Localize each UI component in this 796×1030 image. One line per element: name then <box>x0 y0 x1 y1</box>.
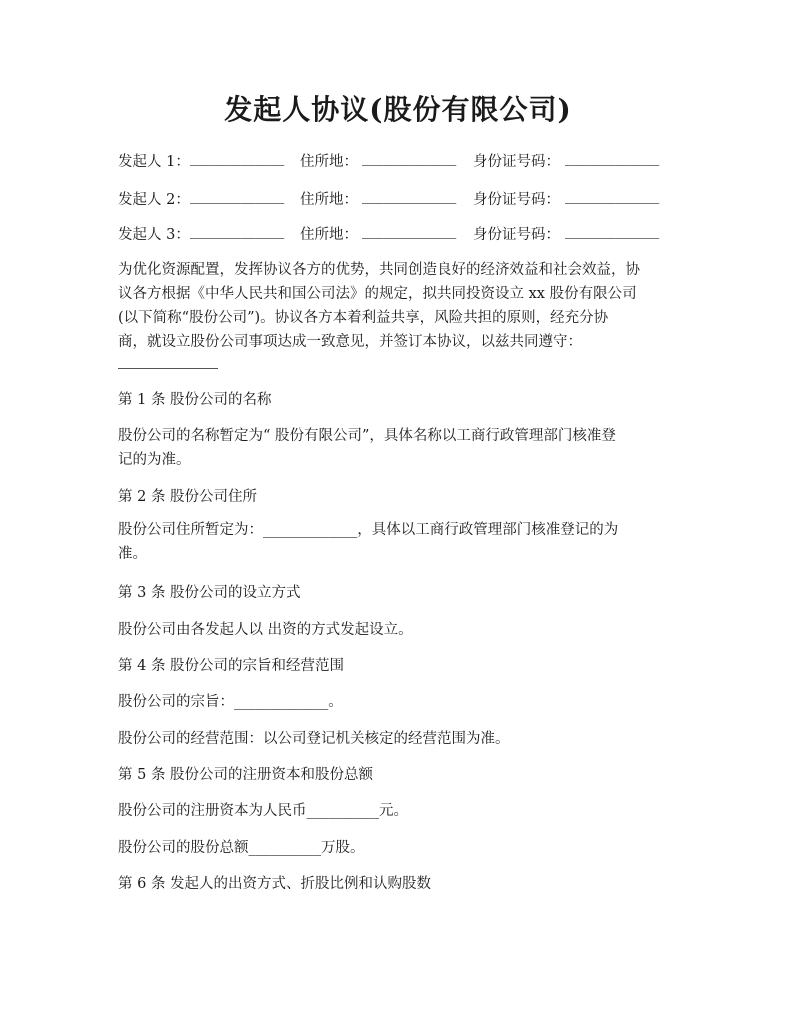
shares-blank: __________ <box>248 840 321 856</box>
address-blank: _____________ <box>362 188 457 204</box>
address-text: 股份公司住所暂定为： <box>118 522 263 538</box>
article-1-line: 记的为准。 <box>118 452 191 468</box>
intro-line: 商，就设立股份公司事项达成一致意见，并签订本协议，以兹共同遵守： <box>118 334 582 350</box>
id-blank: _____________ <box>565 150 660 166</box>
purpose-blank: _____________ <box>234 694 329 710</box>
id-label: 身份证号码： <box>473 227 560 243</box>
id-label: 身份证号码： <box>473 192 560 208</box>
id-blank: _____________ <box>565 188 660 204</box>
party-name-blank: _____________ <box>190 223 285 239</box>
party-label: 发起人 1： <box>118 154 190 170</box>
id-blank: _____________ <box>565 223 660 239</box>
article-5-capital <box>118 799 408 820</box>
address-label: 住所地： <box>300 154 358 170</box>
purpose-label: 股份公司的宗旨： <box>118 694 234 710</box>
address-blank: _____________ <box>263 522 358 538</box>
capital-label: 股份公司的注册资本为人民币 <box>118 803 307 819</box>
shares-label: 股份公司的股份总额 <box>118 840 249 856</box>
article-2-line <box>118 518 658 542</box>
capital-blank: __________ <box>306 803 379 819</box>
document-title: 发起人协议(股份有限公司) <box>224 93 572 126</box>
article-2-heading: 第 2 条 股份公司住所 <box>118 489 258 505</box>
party-name-blank: _____________ <box>190 150 285 166</box>
article-1-heading: 第 1 条 股份公司的名称 <box>118 392 272 408</box>
article-1-line: 股份公司的名称暂定为“ 股份有限公司”，具体名称以工商行政管理部门核准登 <box>118 428 616 444</box>
party-label: 发起人 2： <box>118 192 190 208</box>
address-label: 住所地： <box>300 192 358 208</box>
article-1-body <box>118 424 658 472</box>
article-2-line: 准。 <box>118 546 147 562</box>
article-4-heading: 第 4 条 股份公司的宗旨和经营范围 <box>118 658 345 674</box>
article-4-scope: 股份公司的经营范围：以公司登记机关核定的经营范围为准。 <box>118 731 510 747</box>
address-blank: _____________ <box>362 223 457 239</box>
address-text-rest: ，具体以工商行政管理部门核准登记的为 <box>357 522 619 538</box>
article-5-heading: 第 5 条 股份公司的注册资本和股份总额 <box>118 767 374 783</box>
capital-unit: 元。 <box>379 803 408 819</box>
article-3-body: 股份公司由各发起人以 出资的方式发起设立。 <box>118 622 413 638</box>
article-3-heading: 第 3 条 股份公司的设立方式 <box>118 585 301 601</box>
article-6-heading: 第 6 条 发起人的出资方式、折股比例和认购股数 <box>118 876 432 892</box>
intro-line: 为优化资源配置，发挥协议各方的优势，共同创造良好的经济效益和社会效益，协 <box>118 262 640 278</box>
intro-paragraph <box>118 258 658 354</box>
party-label: 发起人 3： <box>118 227 190 243</box>
purpose-end: 。 <box>328 694 343 710</box>
party-name-blank: _____________ <box>190 188 285 204</box>
intro-line: 议各方根据《中华人民共和国公司法》的规定，拟共同投资设立 xx 股份有限公司 <box>118 286 637 302</box>
article-4-purpose <box>118 690 343 711</box>
id-label: 身份证号码： <box>473 154 560 170</box>
article-5-shares <box>118 836 365 857</box>
address-label: 住所地： <box>300 227 358 243</box>
intro-line: (以下简称“股份公司”)。协议各方本着利益共享，风险共担的原则，经充分协 <box>118 310 609 326</box>
shares-unit: 万股。 <box>321 840 365 856</box>
address-blank: _____________ <box>362 150 457 166</box>
article-2-body <box>118 518 658 566</box>
separator-line <box>118 368 218 369</box>
